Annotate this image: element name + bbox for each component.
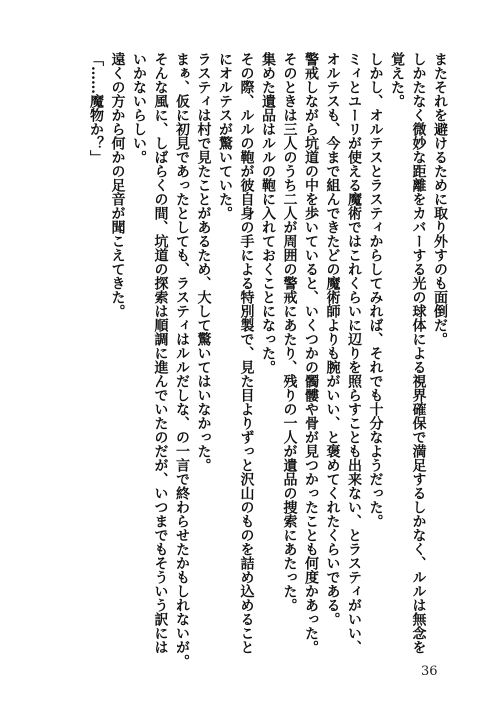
dialogue-line: 「……魔物か？」 [88, 52, 104, 164]
text-line: 警戒しながら坑道の中を歩いていると、いくつかの髑髏や骨が見つかったことも何度かあった。 [303, 52, 319, 654]
text-line: まぁ、仮に初見であったとしても、ラスティはルルだしな、の一言で終わらせたかもしれないが。 [174, 52, 190, 668]
text-line: 遠くの方から何かの足音が聞こえてきた。 [109, 52, 126, 318]
text-line: そのときは三人のうち二人が周囲の警戒にあたり、残りの一人が遺品の捜索にあたった。 [281, 52, 298, 612]
body-text [40, 52, 450, 668]
page-number: 36 [421, 664, 438, 679]
text-line: オルテスも、今まで組んできたどの魔術師よりも腕がいい、と褒めてくれたくらいである。 [324, 52, 341, 626]
text-line: そんな風に、しばらくの間、坑道の探索は順調に進んでいたのだが、いつまでもそういう訳には [152, 52, 169, 654]
text-line: ミィとユーリが使える魔術ではこれくらいに辺りを照らすことも出来ない、とラスティがいい、 [346, 52, 362, 654]
text-line: 覚えた。 [389, 52, 405, 108]
text-line: 集めた遺品はルルの鞄に入れておくことになった。 [260, 52, 276, 374]
text-line: しかし、オルテスとラスティからしてみれば、それでも十分なようだった。 [367, 52, 384, 528]
text-line: ラスティは村で見たことがあるため、大して驚いてはいなかった。 [195, 52, 212, 472]
text-line: しかたなく微妙な距離をカバーする光の球体による視界確保で満足するしかなく、ルルは無念を [410, 52, 427, 654]
text-line: その際、ルルの鞄が彼自身の手による特別製で、見た目よりずっと沢山のものを詰め込めること [238, 52, 255, 654]
text-line: いかないらしい。 [131, 52, 147, 164]
text-line: またそれを避けるために取り外すのも面倒だ。 [432, 52, 448, 346]
text-line: にオルテスが驚いていた。 [217, 52, 233, 220]
